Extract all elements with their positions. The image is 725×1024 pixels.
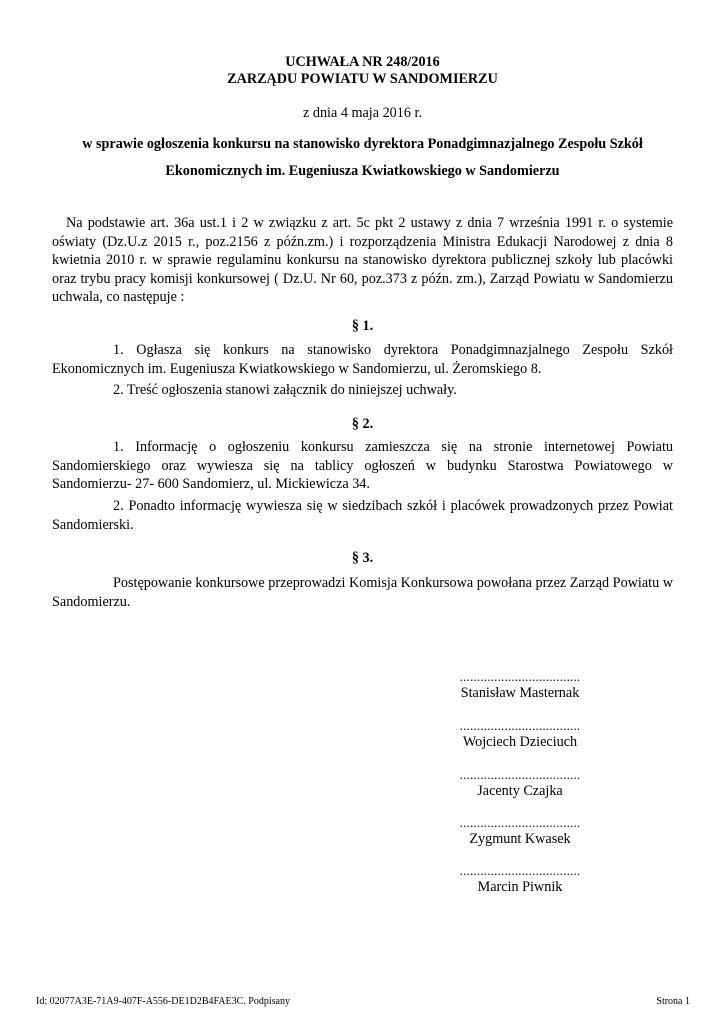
signature-block-5 xyxy=(440,865,600,897)
section-1-paragraph-2: 2. Treść ogłoszenia stanowi załącznik do niniejszej uchwały. xyxy=(113,382,457,398)
signatory-name: Wojciech Dzieciuch xyxy=(462,734,578,750)
signature-line: ................................... xyxy=(459,718,581,733)
signature-line: ................................... xyxy=(459,863,581,878)
issuing-body: ZARZĄDU POWIATU W SANDOMIERZU xyxy=(227,71,498,87)
section-mark-2: § 2. xyxy=(351,416,374,432)
signature-line: ................................... xyxy=(459,767,581,782)
signatory-name: Zygmunt Kwasek xyxy=(469,831,571,847)
section-1-paragraph-1: 1. Ogłasza się konkurs na stanowisko dyrektora Ponadgimnazjalnego Zespołu Szkół Ekonomicznych im. Eugeniusza Kwiatkowskiego w Sandomierzu, ul. Żeromskiego 8. xyxy=(52,342,673,377)
preamble: Na podstawie art. 36a ust.1 i 2 w związku z art. 5c pkt 2 ustawy z dnia 7 września 1991 r. o systemie oświaty (Dz.U.z 2015 r., poz.2156 z późn.zm.) i rozporządzenia Ministra Edukacji Narodowej z dnia 8 kwietnia 2010 r. w sprawie regulaminu konkursu na stanowisko dyrektora publicznej szkoły lub placówki oraz trybu pracy komisji konkursowej ( Dz.U. Nr 60, poz.373 z późn. zm.), Zarząd Powiatu w Sandomierzu uchwala, co następuje : xyxy=(52,215,673,305)
signature-line: ................................... xyxy=(459,815,581,830)
signatory-name: Stanisław Masternak xyxy=(460,685,580,701)
section-mark-1: § 1. xyxy=(351,318,374,334)
signature-block-2 xyxy=(440,720,600,752)
section-2-paragraph-1: 1. Informację o ogłoszeniu konkursu zamieszcza się na stronie internetowej Powiatu Sandomierskiego oraz wywiesza się na tablicy ogłoszeń w budynku Starostwa Powiatowego w Sandomierzu- 27- 600 Sandomierz, ul. Mickiewicza 34. xyxy=(52,439,673,492)
signature-block-3 xyxy=(440,769,600,801)
page-number: Strona 1 xyxy=(656,996,690,1007)
document-id: Id: 02077A3E-71A9-407F-A556-DE1D2B4FAE3C. Podpisany xyxy=(36,996,290,1007)
section-mark-3: § 3. xyxy=(351,550,374,566)
section-2-paragraph-2: 2. Ponadto informację wywiesza się w siedzibach szkół i placówek prowadzonych przez Powiat Sandomierski. xyxy=(52,498,673,533)
signature-line: ................................... xyxy=(459,669,581,684)
signature-block-4 xyxy=(440,817,600,849)
resolution-number: UCHWAŁA NR 248/2016 xyxy=(285,54,440,70)
section-3-paragraph-1: Postępowanie konkursowe przeprowadzi Komisja Konkursowa powołana przez Zarząd Powiatu w Sandomierzu. xyxy=(52,575,673,610)
signatory-name: Jacenty Czajka xyxy=(477,783,563,799)
resolution-subject: w sprawie ogłoszenia konkursu na stanowisko dyrektora Ponadgimnazjalnego Zespołu Szkół Ekonomicznych im. Eugeniusza Kwiatkowskiego w Sandomierzu xyxy=(82,136,643,179)
resolution-date: z dnia 4 maja 2016 r. xyxy=(303,105,422,121)
signature-block-1 xyxy=(440,671,600,703)
signatory-name: Marcin Piwnik xyxy=(477,879,563,895)
